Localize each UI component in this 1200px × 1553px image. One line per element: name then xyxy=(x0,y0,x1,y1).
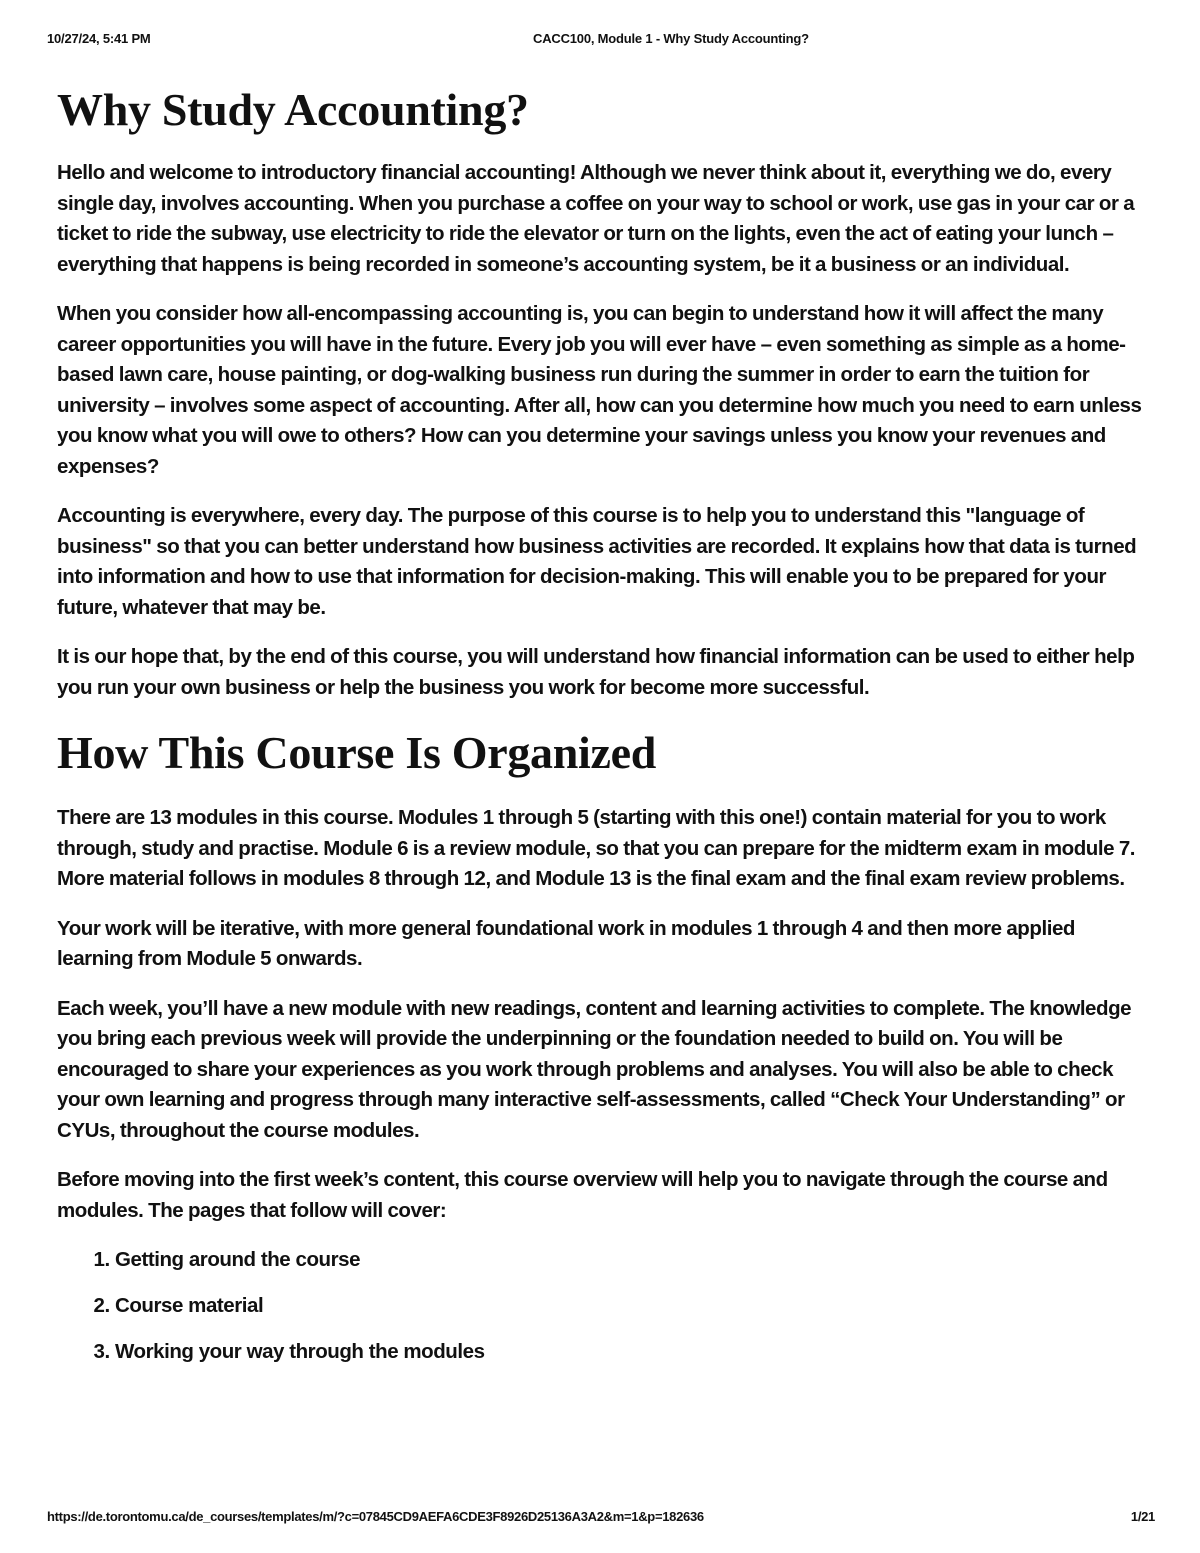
print-footer xyxy=(47,1509,1155,1529)
paragraph-our-hope: It is our hope that, by the end of this course, you will understand how financial information can be used to either help you run your own business or help the business you work for become more successful. xyxy=(57,645,1135,699)
paragraph-before-moving: Before moving into the first week’s content, this course overview will help you to navigate through the course and modules. The pages that follow will cover: xyxy=(57,1168,1108,1222)
list-item: 3. Working your way through the modules xyxy=(115,1337,1152,1367)
print-datetime: 10/27/24, 5:41 PM xyxy=(47,31,151,46)
list-item: 2. Course material xyxy=(115,1291,1152,1321)
paragraph-career: When you consider how all-encompassing accounting is, you can begin to understand how it will affect the many career opportunities you will have in the future. Every job you will ever have – even something as simple as a home-based lawn care, house painting, or dog-walking business run during the summer in order to earn the tuition for university – involves some aspect of accounting. After all, how can you determine how much you need to earn unless you know what you will owe to others? How can you determine your savings unless you know your revenues and expenses? xyxy=(57,302,1142,478)
heading-why-study-accounting: Why Study Accounting? xyxy=(57,84,529,135)
print-page-title: CACC100, Module 1 - Why Study Accounting? xyxy=(533,31,809,46)
print-header xyxy=(47,31,1155,51)
overview-topics-list xyxy=(57,1245,1152,1367)
paragraph-modules: There are 13 modules in this course. Modules 1 through 5 (starting with this one!) contain material for you to work through, study and practise. Module 6 is a review module, so that you can prepare for the midterm exam in module 7. More material follows in modules 8 through 12, and Module 13 is the final exam and the final exam review problems. xyxy=(57,806,1136,890)
paragraph-each-week: Each week, you’ll have a new module with new readings, content and learning activities to complete. The knowledge you bring each previous week will provide the underpinning or the foundation needed to build on. You will be encouraged to share your experiences as you work through problems and analyses. You will also be able to check your own learning and progress through many interactive self-assessments, called “Check Your Understanding” or CYUs, throughout the course modules. xyxy=(57,996,1132,1142)
paragraph-iterative: Your work will be iterative, with more general foundational work in modules 1 through 4 and then more applied learning from Module 5 onwards. xyxy=(57,916,1075,970)
page-number: 1/21 xyxy=(1130,1509,1155,1524)
list-item: 1. Getting around the course xyxy=(115,1245,1152,1275)
paragraph-language-of-business: Accounting is everywhere, every day. The purpose of this course is to help you to understand this "language of business" so that you can better understand how business activities are recorded. It explains how that data is turned into information and how to use that information for decision-making. This will enable you to be prepared for your future, whatever that may be. xyxy=(57,504,1137,619)
page-content xyxy=(57,80,1152,1383)
heading-course-organized: How This Course Is Organized xyxy=(57,727,657,778)
paragraph-welcome: Hello and welcome to introductory financial accounting! Although we never think about it, everything we do, every single day, involves accounting. When you purchase a coffee on your way to school or work, use gas in your car or a ticket to ride the subway, use electricity to ride the elevator or turn on the lights, even the act of eating your lunch – everything that happens is being recorded in someone’s accounting system, be it a business or an individual. xyxy=(57,161,1135,276)
print-url: https://de.torontomu.ca/de_courses/templates/m/?c=07845CD9AEFA6CDE3F8926D25136A3A2&m=1&p=182636 xyxy=(47,1509,704,1524)
